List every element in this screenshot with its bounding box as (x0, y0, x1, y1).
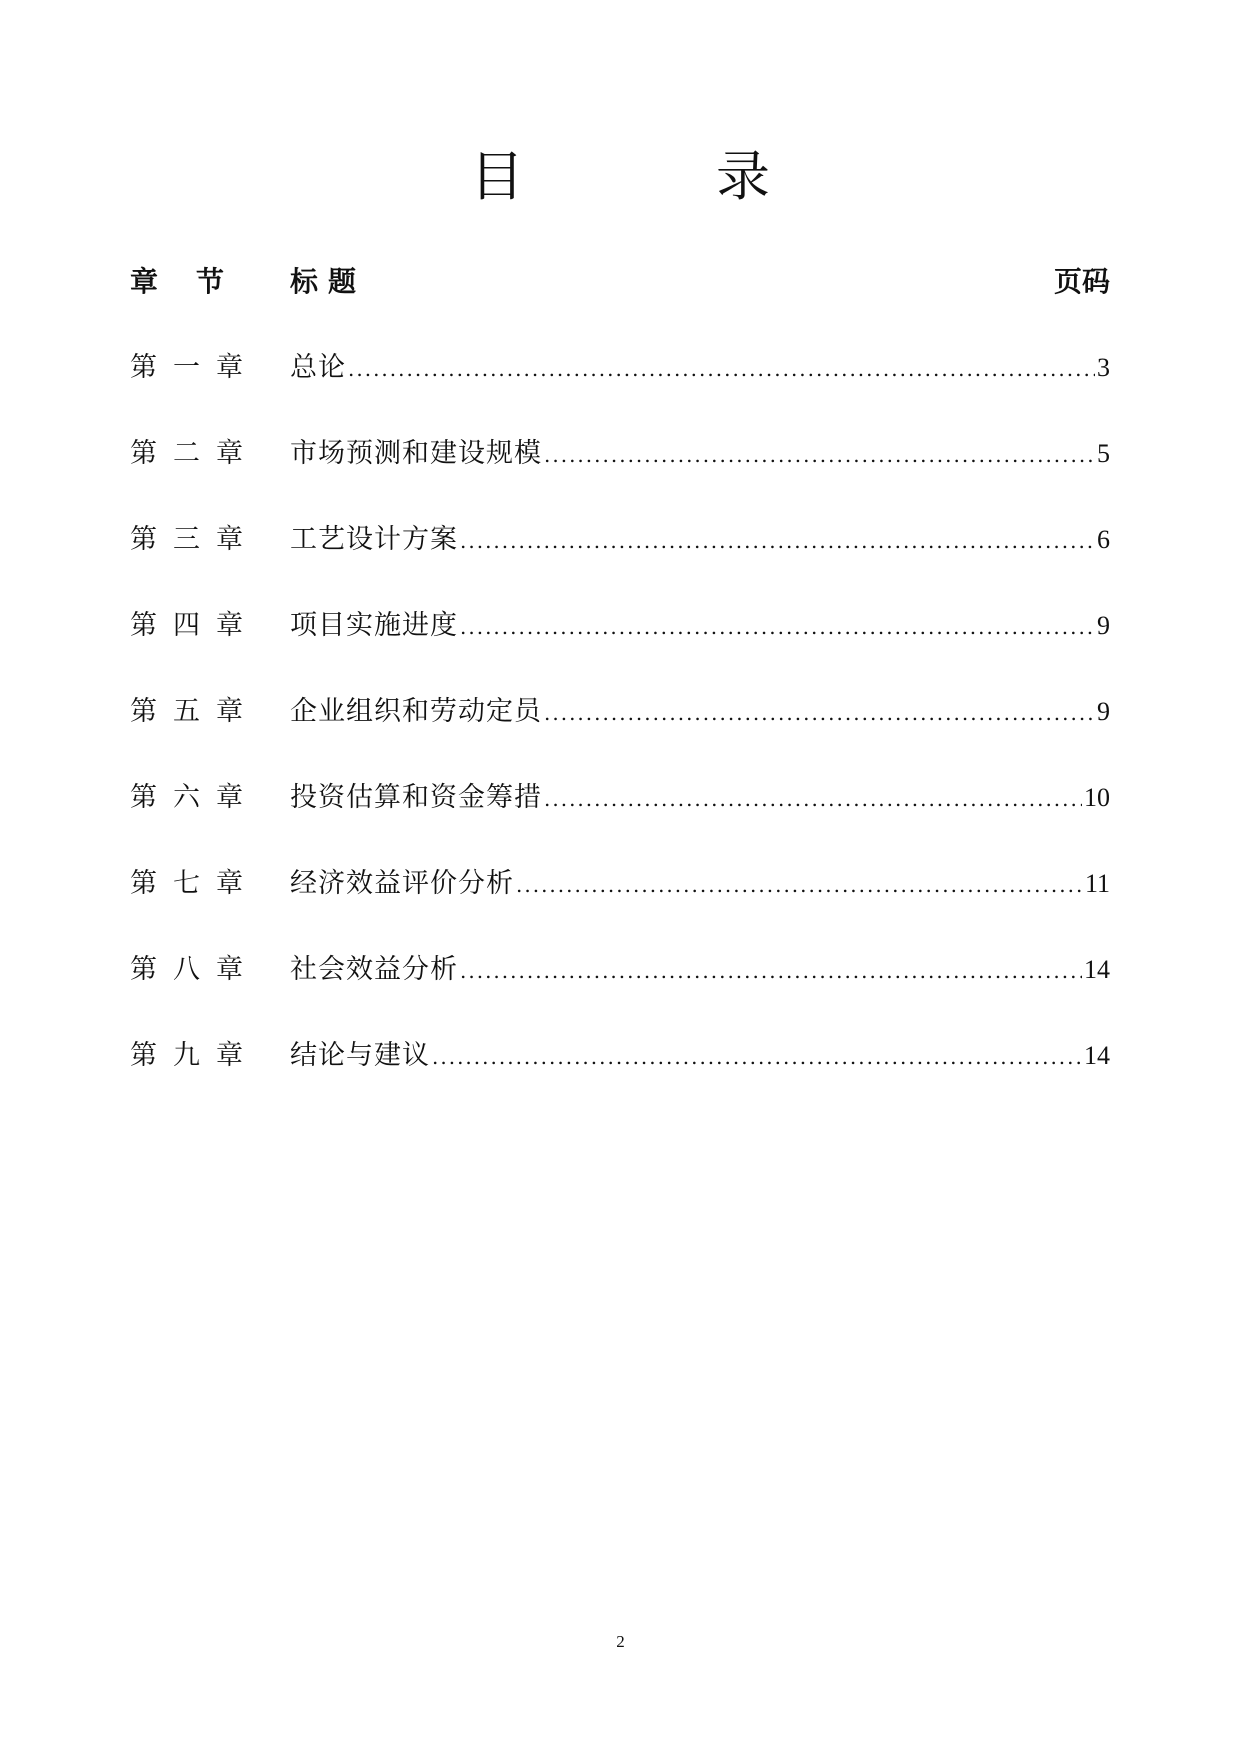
header-page: 页码 (1053, 265, 1110, 298)
toc-entry-4[interactable] (130, 606, 1110, 692)
page-number: 2 (616, 1632, 625, 1651)
toc-page-number: 10 (1084, 783, 1110, 812)
title-char-1: 目 (470, 145, 524, 208)
toc-chapter-number: 第七章 (130, 868, 259, 899)
toc-chapter-title: 结论与建议 (290, 1040, 430, 1071)
toc-chapter-number: 第五章 (130, 696, 259, 727)
title-char-2: 录 (716, 145, 770, 208)
toc-entry-line (290, 520, 1110, 561)
toc-entry-line (290, 606, 1110, 647)
toc-page-number: 14 (1084, 1041, 1110, 1070)
toc-header (130, 262, 1110, 302)
toc-entry-line (290, 1036, 1110, 1077)
header-chapter: 章节 (130, 265, 263, 298)
toc-page-number: 3 (1097, 353, 1110, 382)
toc-chapter-title: 市场预测和建设规模 (290, 438, 542, 469)
toc-chapter-number: 第八章 (130, 954, 259, 985)
toc-entry-line (290, 348, 1110, 389)
toc-entry-line (290, 778, 1110, 819)
toc-chapter-number: 第四章 (130, 610, 259, 641)
toc-entry-5[interactable] (130, 692, 1110, 778)
toc-entry-line (290, 692, 1110, 733)
toc-entry-2[interactable] (130, 434, 1110, 520)
toc-chapter-title: 企业组织和劳动定员 (290, 696, 542, 727)
dot-leader (460, 521, 1095, 561)
toc-entry-1[interactable] (130, 348, 1110, 434)
toc-chapter-title: 社会效益分析 (290, 954, 458, 985)
dot-leader (544, 435, 1095, 475)
toc-chapter-number: 第一章 (130, 352, 259, 383)
toc-chapter-number: 第二章 (130, 438, 259, 469)
toc-chapter-title: 经济效益评价分析 (290, 868, 514, 899)
toc-page-number: 9 (1097, 611, 1110, 640)
toc-page-number: 14 (1084, 955, 1110, 984)
toc-entry-line (290, 434, 1110, 475)
toc-entry-7[interactable] (130, 864, 1110, 950)
toc-chapter-title: 总论 (290, 352, 346, 383)
toc-entry-9[interactable] (130, 1036, 1110, 1122)
toc-entry-3[interactable] (130, 520, 1110, 606)
toc-page-number: 9 (1097, 697, 1110, 726)
dot-leader (544, 779, 1082, 819)
dot-leader (348, 349, 1095, 389)
toc-chapter-title: 投资估算和资金筹措 (290, 782, 542, 813)
toc-entry-8[interactable] (130, 950, 1110, 1036)
header-title: 标题 (290, 265, 367, 298)
dot-leader (460, 951, 1082, 991)
toc-page-number: 6 (1097, 525, 1110, 554)
toc-chapter-number: 第六章 (130, 782, 259, 813)
document-title (0, 142, 1241, 212)
toc-entry-6[interactable] (130, 778, 1110, 864)
table-of-contents (130, 348, 1110, 1122)
toc-page-number: 5 (1097, 439, 1110, 468)
dot-leader (544, 693, 1095, 733)
dot-leader (516, 865, 1083, 905)
toc-chapter-title: 工艺设计方案 (290, 524, 458, 555)
toc-page-number: 11 (1084, 869, 1110, 898)
toc-entry-line (290, 950, 1110, 991)
dot-leader (460, 607, 1095, 647)
toc-chapter-number: 第九章 (130, 1040, 259, 1071)
dot-leader (432, 1037, 1082, 1077)
toc-chapter-title: 项目实施进度 (290, 610, 458, 641)
toc-chapter-number: 第三章 (130, 524, 259, 555)
toc-entry-line (290, 864, 1110, 905)
